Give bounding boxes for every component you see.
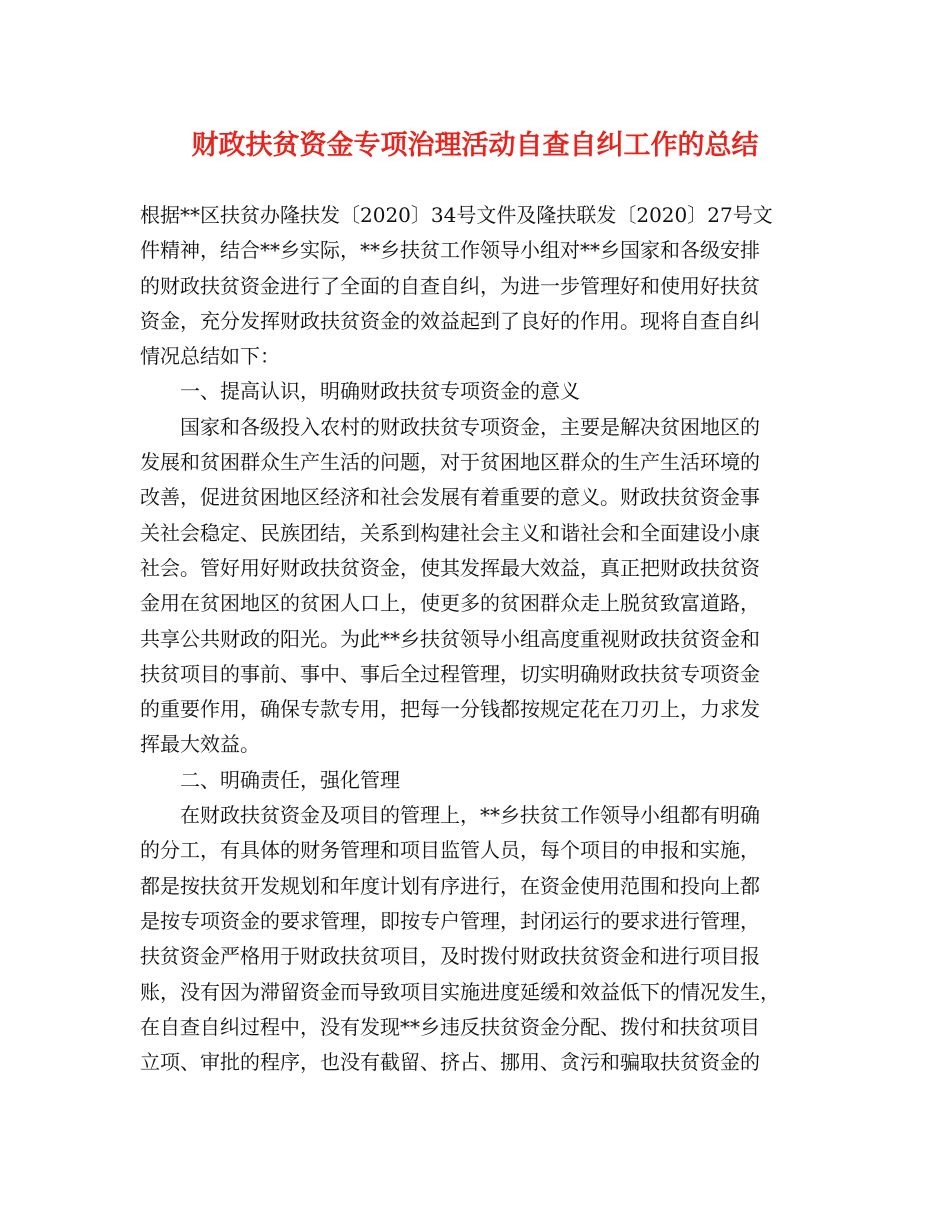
body-line: 的财政扶贫资金进行了全面的自查自纠，为进一步管理好和使用好扶贫 — [140, 273, 760, 298]
body-line: 是按专项资金的要求管理，即按专户管理，封闭运行的要求进行管理， — [140, 908, 760, 933]
document-title: 财政扶贫资金专项治理活动自查自纠工作的总结 — [191, 130, 759, 161]
body-line: 改善，促进贫困地区经济和社会发展有着重要的意义。财政扶贫资金事 — [140, 485, 760, 510]
body-line: 扶贫资金严格用于财政扶贫项目，及时拨付财政扶贫资金和进行项目报 — [140, 944, 760, 969]
body-line: 在自查自纠过程中，没有发现**乡违反扶贫资金分配、拨付和扶贫项目 — [140, 1014, 760, 1039]
body-line: 社会。管好用好财政扶贫资金，使其发挥最大效益，真正把财政扶贫资 — [140, 555, 760, 580]
body-line: 的重要作用，确保专款专用，把每一分钱都按规定花在刀刃上，力求发 — [140, 697, 760, 722]
body-line: 发展和贫困群众生产生活的问题，对于贫困地区群众的生产生活环境的 — [140, 450, 760, 475]
body-line: 一、提高认识，明确财政扶贫专项资金的意义 — [180, 379, 580, 404]
body-line: 件精神，结合**乡实际，**乡扶贫工作领导小组对**乡国家和各级安排 — [140, 238, 760, 263]
body-line: 都是按扶贫开发规划和年度计划有序进行，在资金使用范围和投向上都 — [140, 873, 760, 898]
body-line: 关社会稳定、民族团结，关系到构建社会主义和谐社会和全面建设小康 — [140, 520, 760, 545]
body-line: 二、明确责任，强化管理 — [180, 767, 400, 792]
body-line: 在财政扶贫资金及项目的管理上，**乡扶贫工作领导小组都有明确 — [180, 803, 760, 828]
body-line: 立项、审批的程序，也没有截留、挤占、挪用、贪污和骗取扶贫资金的 — [140, 1050, 760, 1075]
body-line: 情况总结如下： — [140, 344, 280, 369]
document-body — [140, 198, 822, 1080]
body-line: 根据**区扶贫办隆扶发〔2020〕34号文件及隆扶联发〔2020〕27号文 — [140, 203, 773, 227]
body-line: 共享公共财政的阳光。为此**乡扶贫领导小组高度重视财政扶贫资金和 — [140, 626, 760, 651]
body-line: 国家和各级投入农村的财政扶贫专项资金，主要是解决贫困地区的 — [180, 414, 760, 439]
body-line: 挥最大效益。 — [140, 732, 260, 757]
body-line: 资金，充分发挥财政扶贫资金的效益起到了良好的作用。现将自查自纠 — [140, 308, 760, 333]
body-line: 金用在贫困地区的贫困人口上，使更多的贫困群众走上脱贫致富道路， — [140, 591, 760, 616]
body-line: 的分工，有具体的财务管理和项目监管人员，每个项目的申报和实施， — [140, 838, 760, 863]
body-line: 扶贫项目的事前、事中、事后全过程管理，切实明确财政扶贫专项资金 — [140, 661, 760, 686]
body-line: 账，没有因为滞留资金而导致项目实施进度延缓和效益低下的情况发生， — [140, 979, 780, 1004]
